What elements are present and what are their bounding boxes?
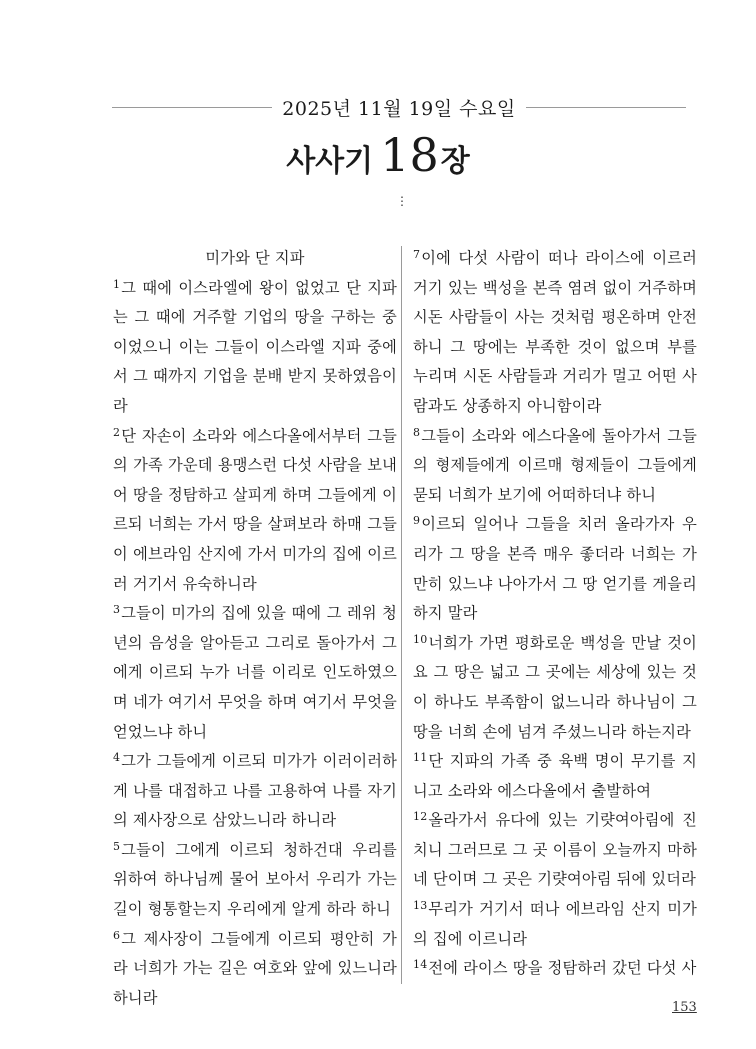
verse-number: 12 bbox=[413, 810, 428, 824]
date-header bbox=[112, 92, 686, 122]
verse-text: 단 자손이 소라와 에스다올에서부터 그들의 가족 가운데 용맹스런 다섯 사람을 보내어 땅을 정탐하고 살피게 하며 그들에게 이르되 너희는 가서 땅을 살펴보라 하매 그들이 에브라임 산지에 가서 미가의 집에 이르러 거기서 유숙하니라 bbox=[113, 426, 397, 593]
column-divider bbox=[401, 246, 402, 984]
verse-number: 2 bbox=[113, 425, 121, 439]
verse-number: 1 bbox=[113, 277, 121, 291]
verse-number: 10 bbox=[413, 632, 428, 646]
verse bbox=[113, 422, 397, 600]
verse bbox=[413, 806, 697, 895]
date-text: 2025년 11월 19일 수요일 bbox=[282, 97, 516, 120]
verse-text: 그들이 그에게 이르되 청하건대 우리를 위하여 하나님께 물어 보아서 우리가 가는 길이 형통할는지 우리에게 알게 하라 하니 bbox=[113, 840, 397, 919]
verse bbox=[413, 747, 697, 806]
verse-number: 8 bbox=[413, 425, 421, 439]
verse-number: 11 bbox=[413, 751, 428, 765]
right-column bbox=[413, 244, 697, 984]
verse bbox=[113, 747, 397, 836]
verse-text: 그들이 소라와 에스다올에 돌아가서 그들의 형제들에게 이르매 형제들이 그들에게 묻되 너희가 보기에 어떠하더냐 하니 bbox=[413, 426, 697, 504]
verse-text: 단 지파의 가족 중 육백 명이 무기를 지니고 소라와 에스다올에서 출발하여 bbox=[413, 752, 697, 800]
verse-text: 이르되 일어나 그들을 치러 올라가자 우리가 그 땅을 본즉 매우 좋더라 너희는 가만히 있느냐 나아가서 그 땅 얻기를 게을리 하지 말라 bbox=[413, 515, 697, 623]
verse-text: 무리가 거기서 떠나 에브라임 산지 미가의 집에 이르니라 bbox=[413, 900, 697, 948]
chapter-title bbox=[0, 128, 756, 182]
verse-text: 너희가 가면 평화로운 백성을 만날 것이요 그 땅은 넓고 그 곳에는 세상에 있는 것이 하나도 부족함이 없느니라 하나님이 그 땅을 너희 손에 넘겨 주셨느니라 하는지라 bbox=[413, 633, 697, 741]
section-heading: 미가와 단 지파 bbox=[205, 249, 305, 267]
verse-number: 4 bbox=[113, 751, 121, 765]
left-column bbox=[113, 244, 397, 1013]
verse-text: 그 제사장이 그들에게 이르되 평안히 가라 너희가 가는 길은 여호와 앞에 있느니라 하니라 bbox=[113, 929, 397, 1007]
verse-number: 14 bbox=[413, 958, 428, 972]
verse-number: 5 bbox=[113, 839, 121, 853]
chapter-number: 18 bbox=[380, 128, 439, 182]
verse-number: 9 bbox=[413, 514, 421, 528]
verse-number: 6 bbox=[113, 928, 121, 942]
verse bbox=[413, 954, 697, 984]
chapter-suffix: 장 bbox=[440, 144, 470, 179]
verse bbox=[413, 895, 697, 954]
verse bbox=[413, 510, 697, 628]
verse bbox=[113, 925, 397, 1014]
verse-number: 3 bbox=[113, 603, 121, 617]
verse-text: 그들이 미가의 집에 있을 때에 그 레위 청년의 음성을 알아듣고 그리로 돌아가서 그에게 이르되 누가 너를 이리로 인도하였으며 네가 여기서 무엇을 하며 여기서 무엇을 얻었느냐 하니 bbox=[113, 604, 397, 741]
verse bbox=[113, 836, 397, 925]
verse bbox=[113, 599, 397, 747]
verse-text: 올라가서 유다에 있는 기럇여아림에 진 치니 그러므로 그 곳 이름이 오늘까지 마하네 단이며 그 곳은 기럇여아림 뒤에 있더라 bbox=[413, 811, 697, 889]
verse-text: 전에 라이스 땅을 정탐하러 갔던 다섯 사 bbox=[428, 959, 697, 978]
right-rule bbox=[526, 107, 686, 108]
book-name: 사사기 bbox=[286, 144, 374, 179]
verse bbox=[113, 274, 397, 422]
verse-number: 7 bbox=[413, 248, 421, 261]
verse-text: 이에 다섯 사람이 떠나 라이스에 이르러 거기 있는 백성을 본즉 염려 없이 거주하며 시돈 사람들이 사는 것처럼 평온하며 안전하니 그 땅에는 부족한 것이 없으며 부를 누리며 시돈 사람들과 거리가 멀고 어떤 사람과도 상종하지 아니함이라 bbox=[413, 249, 697, 415]
ornament-dots: ⋮ bbox=[396, 194, 408, 208]
verse bbox=[413, 422, 697, 511]
page-number: 153 bbox=[672, 1000, 697, 1015]
verse bbox=[413, 244, 697, 422]
left-rule bbox=[112, 107, 272, 108]
verse-text: 그 때에 이스라엘에 왕이 없었고 단 지파는 그 때에 거주할 기업의 땅을 구하는 중이었으니 이는 그들이 이스라엘 지파 중에서 그 때까지 기업을 분배 받지 못하였음이라 bbox=[113, 278, 397, 415]
verse bbox=[413, 629, 697, 747]
verse-number: 13 bbox=[413, 899, 428, 913]
verse-text: 그가 그들에게 이르되 미가가 이러이러하게 나를 대접하고 나를 고용하여 나를 자기의 제사장으로 삼았느니라 하니라 bbox=[113, 752, 397, 830]
